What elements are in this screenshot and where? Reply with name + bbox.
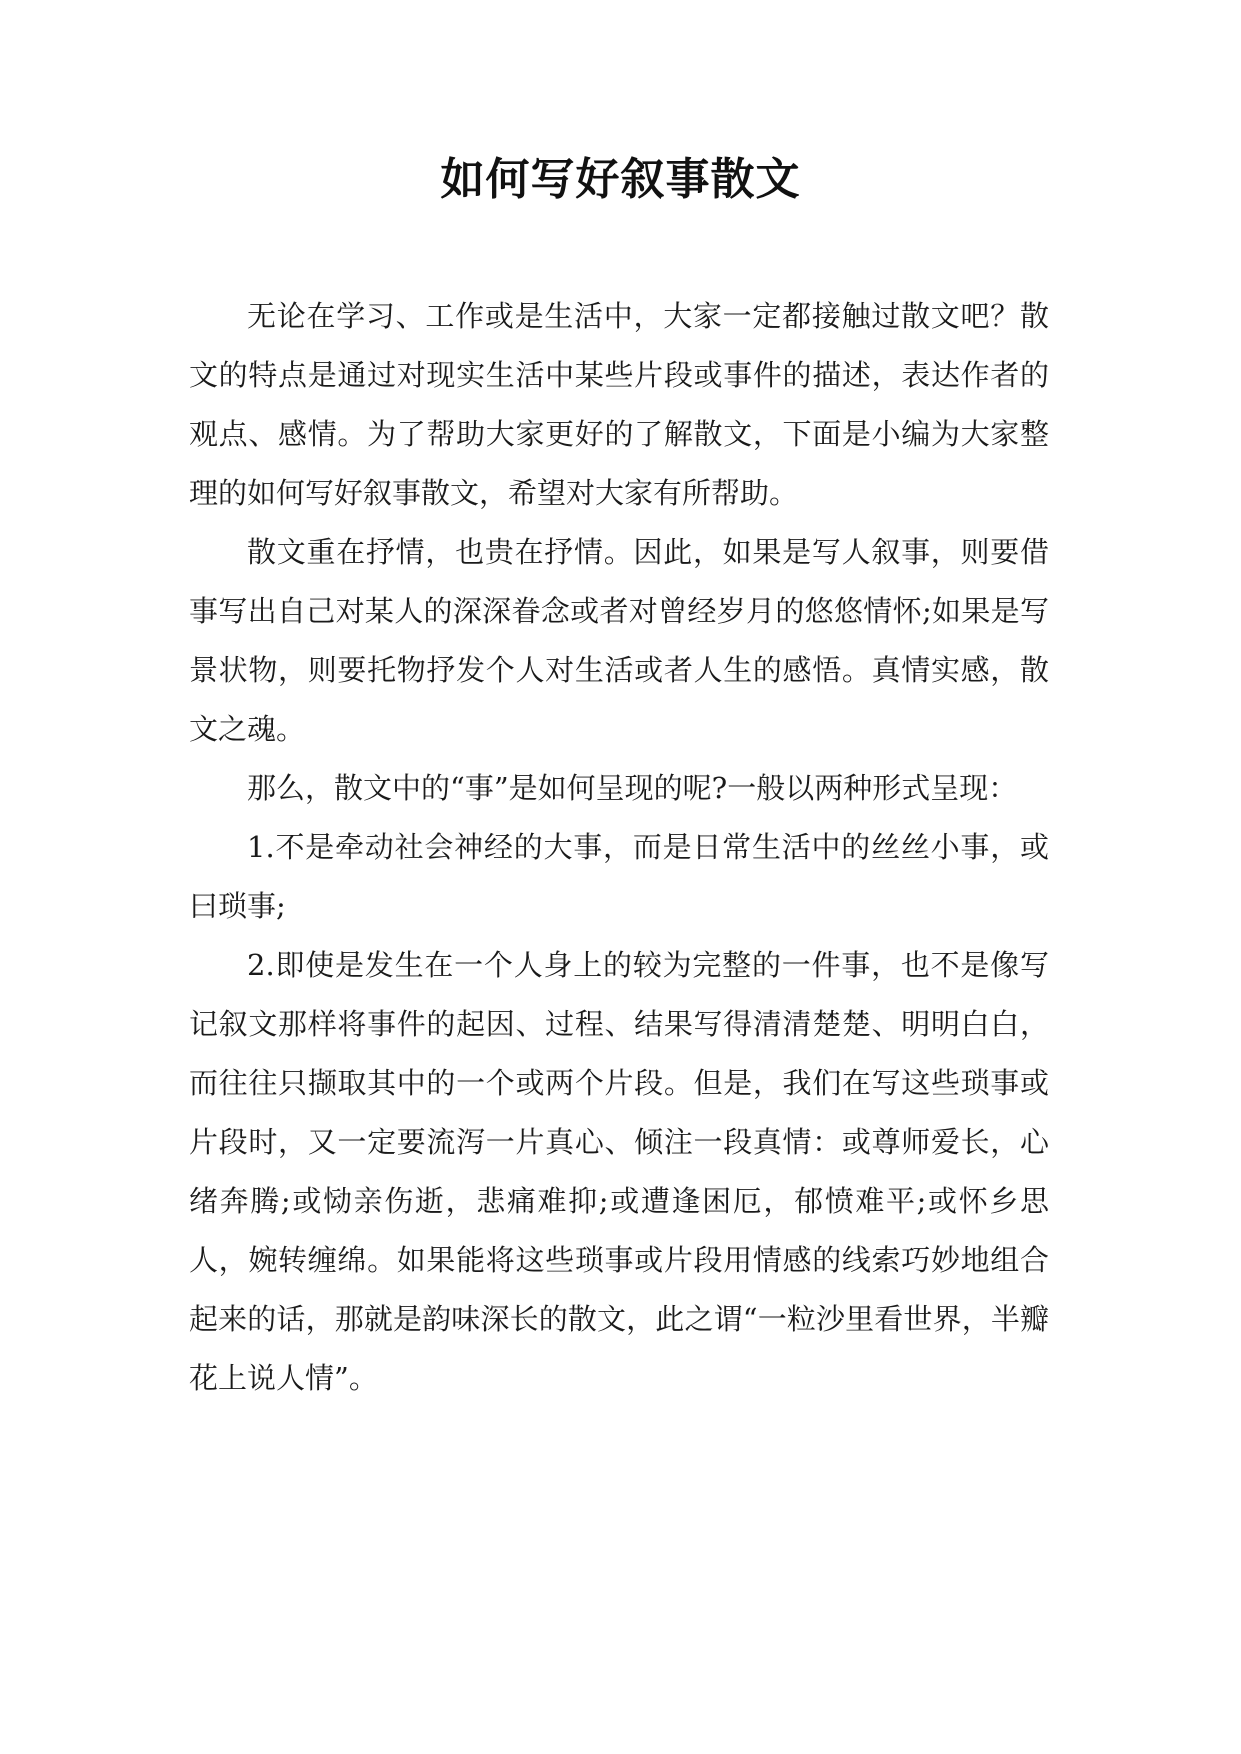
paragraph-question: 那么，散文中的“事”是如何呈现的呢?一般以两种形式呈现： [247,771,1018,805]
paragraph-intro: 无论在学习、工作或是生活中，大家一定都接触过散文吧？散文的特点是通过对现实生活中某些片段或事件的描述，表达作者的观点、感情。为了帮助大家更好的了解散文，下面是小编为大家整理的如何写好叙事散文，希望对大家有所帮助。 [189,299,1049,510]
document-title: 如何写好叙事散文 [440,154,801,205]
document-body [189,287,1049,1408]
paragraph-lyricism: 散文重在抒情，也贵在抒情。因此，如果是写人叙事，则要借事写出自己对某人的深深眷念或者对曾经岁月的悠悠情怀;如果是写景状物，则要托物抒发个人对生活或者人生的感悟。真情实感，散文之魂。 [189,535,1049,746]
paragraph-point-1: 1.不是牵动社会神经的大事，而是日常生活中的丝丝小事，或曰琐事; [189,830,1049,923]
paragraph-point-2: 2.即使是发生在一个人身上的较为完整的一件事，也不是像写记叙文那样将事件的起因、过程、结果写得清清楚楚、明明白白，而往往只撷取其中的一个或两个片段。但是，我们在写这些琐事或片段时，又一定要流泻一片真心、倾注一段真情：或尊师爱长，心绪奔腾;或恸亲伤逝，悲痛难抑;或遭逢困厄，郁愤难平;或怀乡思人，婉转缠绵。如果能将这些琐事或片段用情感的线索巧妙地组合起来的话，那就是韵味深长的散文，此之谓“一粒沙里看世界，半瓣花上说人情”。 [189,948,1049,1395]
